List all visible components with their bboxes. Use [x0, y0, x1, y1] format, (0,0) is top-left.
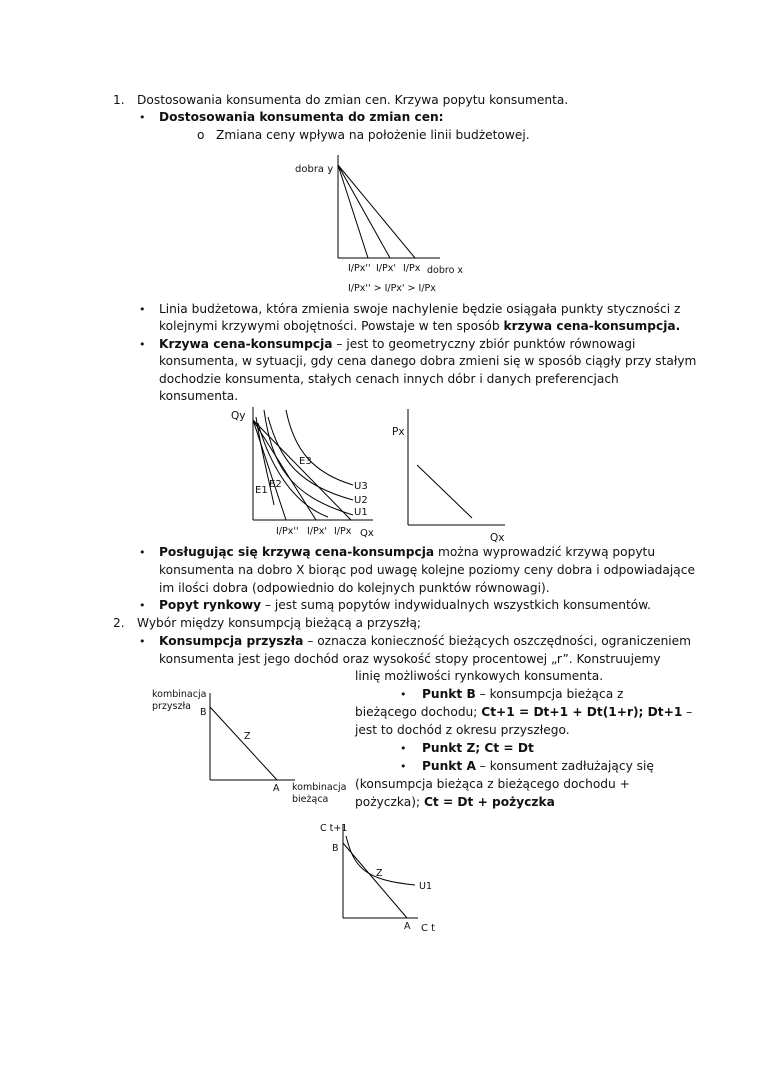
text-run: – jest sumą popytów indywidualnych wszystkich konsumentów. [261, 598, 651, 612]
figure-market-possibility-line [150, 685, 360, 810]
paragraph-line [422, 758, 654, 775]
paragraph-line: im ilości dobra (odpowiednio do kolejnych punktów równowagi). [159, 581, 550, 595]
fig5-label-a: A [404, 921, 411, 932]
text-run: – [682, 705, 693, 719]
paragraph-line: konsumenta. [159, 389, 239, 403]
paragraph-line [355, 704, 692, 721]
bullet-marker: • [400, 760, 407, 773]
fig2-xlabel: Qx [360, 528, 374, 539]
fig1-ylabel: dobra y [295, 164, 334, 175]
bold-term: Konsumpcja przyszła [159, 634, 304, 648]
fig2-label-u1: U1 [354, 507, 368, 518]
bullet-marker: • [139, 599, 146, 612]
fig2-label-e1: E1 [255, 485, 268, 496]
paragraph-line: konsumenta, w sytuacji, gdy cena danego dobra zmieni się w sposób ciągły przy stałym [159, 354, 697, 368]
fig1-relation: I/Px'' > I/Px' > I/Px [348, 283, 436, 294]
text-run: można wyprowadzić krzywą popytu [434, 545, 656, 559]
text-run: pożyczka); [355, 795, 424, 809]
text-run: – jest to geometryczny zbiór punktów równowagi [332, 337, 636, 351]
formula: Ct+1 = Dt+1 + Dt(1+r); Dt+1 [481, 705, 683, 719]
fig2-tick-3: I/Px [334, 526, 352, 537]
fig3-xlabel: Qx [490, 532, 505, 544]
fig4-xlabel-1: kombinacja [292, 782, 347, 793]
paragraph-line: jest to dochód z okresu przyszłego. [355, 723, 570, 737]
bullet-marker: • [400, 742, 407, 755]
paragraph-line [159, 597, 651, 614]
fig4-ylabel-1: kombinacja [152, 689, 207, 700]
paragraph-line: konsumenta jest jego dochód oraz wysokość stopy procentowej „r”. Konstruujemy [159, 652, 661, 666]
fig2-label-e3: E3 [299, 456, 312, 467]
paragraph-line: dochodzie konsumenta, stałych cenach innych dóbr i danych preferencjach [159, 372, 619, 386]
paragraph-line: konsumenta na dobro X biorąc pod uwagę kolejne poziomy ceny dobra i odpowiadające [159, 563, 695, 577]
paragraph-line [159, 336, 635, 353]
bullet-marker: • [139, 111, 146, 124]
bold-term: Krzywa cena-konsumpcja [159, 337, 333, 351]
bold-term: Punkt B [422, 687, 476, 701]
paragraph-line [355, 794, 555, 811]
fig1-xlabel: dobro x [427, 265, 464, 276]
bold-term: Punkt Z; Ct = Dt [422, 741, 534, 755]
fig1-tick-1: I/Px'' [348, 263, 371, 274]
paragraph-line [159, 318, 680, 335]
paragraph-line [159, 544, 655, 561]
fig5-label-z: Z [376, 868, 383, 879]
figure-budget-lines [290, 150, 480, 300]
figure-intertemporal-choice [310, 818, 460, 938]
bold-term: Posługując się krzywą cena-konsumpcja [159, 545, 435, 559]
fig2-tick-2: I/Px' [307, 526, 327, 537]
fig4-ylabel-2: przyszła [152, 701, 192, 712]
fig2-label-u2: U2 [354, 495, 368, 506]
figure-price-consumption [228, 405, 398, 545]
text-run: – konsumpcja bieżąca z [475, 687, 624, 701]
fig2-label-u3: U3 [354, 481, 368, 492]
bullet-marker: • [139, 338, 146, 351]
bullet-marker: • [400, 688, 407, 701]
paragraph-line [159, 633, 691, 650]
fig5-label-u1: U1 [419, 881, 432, 892]
figure-demand-curve [390, 405, 520, 545]
text-run: kolejnymi krzywymi obojętności. Powstaje w ten sposób [159, 319, 504, 333]
bold-term: Punkt A [422, 759, 476, 773]
fig5-xlabel: C t [421, 923, 436, 934]
text-run: – oznacza konieczność bieżących oszczędności, ograniczeniem [303, 634, 692, 648]
fig1-tick-2: I/Px' [376, 263, 396, 274]
list-number-2: 2. [113, 616, 125, 630]
text-run: – konsument zadłużający się [475, 759, 654, 773]
bullet-heading-dostosowania: Dostosowania konsumenta do zmian cen: [159, 110, 444, 124]
paragraph-line: Linia budżetowa, która zmienia swoje nachylenie będzie osiągała punkty styczności z [159, 302, 681, 316]
bullet-marker: • [139, 303, 146, 316]
fig3-ylabel: Px [392, 426, 405, 438]
bullet-marker: • [139, 635, 146, 648]
fig4-xlabel-2: bieżąca [292, 794, 329, 805]
text-run: bieżącego dochodu; [355, 705, 482, 719]
paragraph-line [422, 686, 623, 703]
list-number-1: 1. [113, 93, 125, 107]
fig5-ylabel: C t+1 [320, 823, 348, 834]
paragraph-line: (konsumpcja bieżąca z bieżącego dochodu + [355, 777, 630, 791]
fig4-label-b: B [200, 707, 207, 718]
fig2-ylabel: Qy [231, 410, 246, 422]
sub-bullet-marker: o [197, 128, 205, 142]
section-heading-2: Wybór między konsumpcją bieżącą a przyszłą; [137, 616, 422, 630]
fig4-label-a: A [273, 783, 280, 794]
bold-term: krzywa cena-konsumpcja. [503, 319, 681, 333]
bullet-marker: • [139, 546, 146, 559]
fig5-label-b: B [332, 843, 339, 854]
section-heading-1: Dostosowania konsumenta do zmian cen. Krzywa popytu konsumenta. [137, 93, 569, 107]
paragraph-line: linię możliwości rynkowych konsumenta. [355, 669, 604, 683]
bold-term: Popyt rynkowy [159, 598, 262, 612]
fig2-label-e2: E2 [269, 479, 282, 490]
fig4-label-z: Z [244, 731, 251, 742]
fig1-tick-3: I/Px [403, 263, 421, 274]
formula: Ct = Dt + pożyczka [423, 795, 555, 809]
sub-bullet-text: Zmiana ceny wpływa na położenie linii budżetowej. [216, 128, 530, 142]
fig2-tick-1: I/Px'' [276, 526, 299, 537]
